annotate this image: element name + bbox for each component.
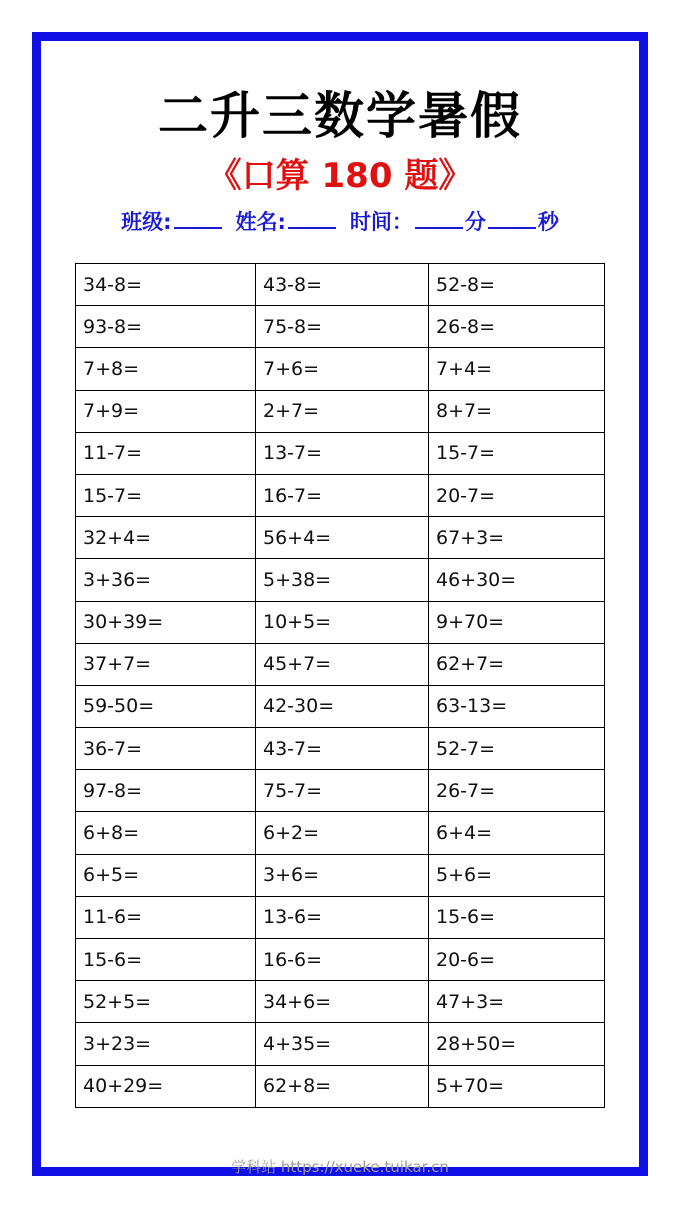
problem-cell: 75-7= — [256, 770, 429, 812]
problem-cell: 13-6= — [256, 896, 429, 938]
problem-cell: 28+50= — [429, 1023, 605, 1065]
problem-cell: 37+7= — [76, 643, 256, 685]
problem-row — [76, 939, 605, 981]
problem-cell: 47+3= — [429, 981, 605, 1023]
problem-cell: 97-8= — [76, 770, 256, 812]
problem-row — [76, 348, 605, 390]
problem-cell: 34-8= — [76, 264, 256, 306]
problem-cell: 4+35= — [256, 1023, 429, 1065]
problem-cell: 5+70= — [429, 1065, 605, 1107]
problem-row — [76, 1023, 605, 1065]
problem-cell: 13-7= — [256, 432, 429, 474]
problem-row — [76, 770, 605, 812]
problem-row — [76, 643, 605, 685]
problem-cell: 52-7= — [429, 728, 605, 770]
problem-cell: 59-50= — [76, 685, 256, 727]
seconds-blank[interactable] — [488, 209, 536, 229]
problem-row — [76, 517, 605, 559]
minute-label: 分 — [464, 210, 486, 234]
problem-row — [76, 685, 605, 727]
problem-cell: 15-7= — [429, 432, 605, 474]
student-info-line — [0, 206, 680, 236]
problem-cell: 5+6= — [429, 854, 605, 896]
problem-cell: 26-7= — [429, 770, 605, 812]
problem-cell: 6+4= — [429, 812, 605, 854]
problem-cell: 15-7= — [76, 474, 256, 516]
problem-cell: 6+8= — [76, 812, 256, 854]
problem-cell: 3+6= — [256, 854, 429, 896]
problem-cell: 45+7= — [256, 643, 429, 685]
problem-cell: 7+8= — [76, 348, 256, 390]
problem-cell: 3+23= — [76, 1023, 256, 1065]
problem-cell: 10+5= — [256, 601, 429, 643]
problem-cell: 9+70= — [429, 601, 605, 643]
name-label: 姓名: — [235, 210, 286, 234]
problem-cell: 30+39= — [76, 601, 256, 643]
problem-cell: 52-8= — [429, 264, 605, 306]
problem-cell: 43-7= — [256, 728, 429, 770]
problem-cell: 34+6= — [256, 981, 429, 1023]
problem-cell: 20-6= — [429, 939, 605, 981]
second-label: 秒 — [537, 210, 559, 234]
problem-row — [76, 390, 605, 432]
problem-cell: 40+29= — [76, 1065, 256, 1107]
problem-cell: 62+7= — [429, 643, 605, 685]
name-blank[interactable] — [288, 209, 336, 229]
problem-cell: 6+5= — [76, 854, 256, 896]
problem-row — [76, 1065, 605, 1107]
problem-cell: 15-6= — [76, 939, 256, 981]
problem-cell: 7+4= — [429, 348, 605, 390]
problem-table — [75, 263, 605, 1108]
problem-row — [76, 432, 605, 474]
problem-row — [76, 474, 605, 516]
problem-cell: 7+9= — [76, 390, 256, 432]
problem-row — [76, 896, 605, 938]
problem-cell: 36-7= — [76, 728, 256, 770]
problem-row — [76, 559, 605, 601]
problem-row — [76, 854, 605, 896]
problem-cell: 5+38= — [256, 559, 429, 601]
problem-cell: 15-6= — [429, 896, 605, 938]
problem-row — [76, 812, 605, 854]
problem-cell: 6+2= — [256, 812, 429, 854]
problem-cell: 67+3= — [429, 517, 605, 559]
problem-row — [76, 728, 605, 770]
class-label: 班级: — [121, 210, 172, 234]
problem-cell: 8+7= — [429, 390, 605, 432]
problem-row — [76, 981, 605, 1023]
problem-cell: 20-7= — [429, 474, 605, 516]
problem-cell: 32+4= — [76, 517, 256, 559]
problem-row — [76, 601, 605, 643]
time-label: 时间： — [349, 210, 413, 234]
problem-cell: 11-6= — [76, 896, 256, 938]
minutes-blank[interactable] — [415, 209, 463, 229]
page-title: 二升三数学暑假 — [158, 87, 522, 145]
problem-cell: 43-8= — [256, 264, 429, 306]
problem-cell: 2+7= — [256, 390, 429, 432]
problem-row — [76, 264, 605, 306]
problem-cell: 11-7= — [76, 432, 256, 474]
problem-cell: 63-13= — [429, 685, 605, 727]
footer-watermark: 学科站 https://xueke.tuikar.cn — [231, 1158, 449, 1176]
problem-cell: 42-30= — [256, 685, 429, 727]
problem-cell: 75-8= — [256, 306, 429, 348]
problem-row — [76, 306, 605, 348]
problem-cell: 46+30= — [429, 559, 605, 601]
problem-cell: 56+4= — [256, 517, 429, 559]
page-subtitle: 《口算 180 题》 — [207, 156, 473, 196]
problem-cell: 16-7= — [256, 474, 429, 516]
problem-cell: 26-8= — [429, 306, 605, 348]
problem-cell: 16-6= — [256, 939, 429, 981]
problem-cell: 62+8= — [256, 1065, 429, 1107]
problem-cell: 7+6= — [256, 348, 429, 390]
problem-cell: 93-8= — [76, 306, 256, 348]
class-blank[interactable] — [174, 209, 222, 229]
problem-cell: 52+5= — [76, 981, 256, 1023]
problem-cell: 3+36= — [76, 559, 256, 601]
